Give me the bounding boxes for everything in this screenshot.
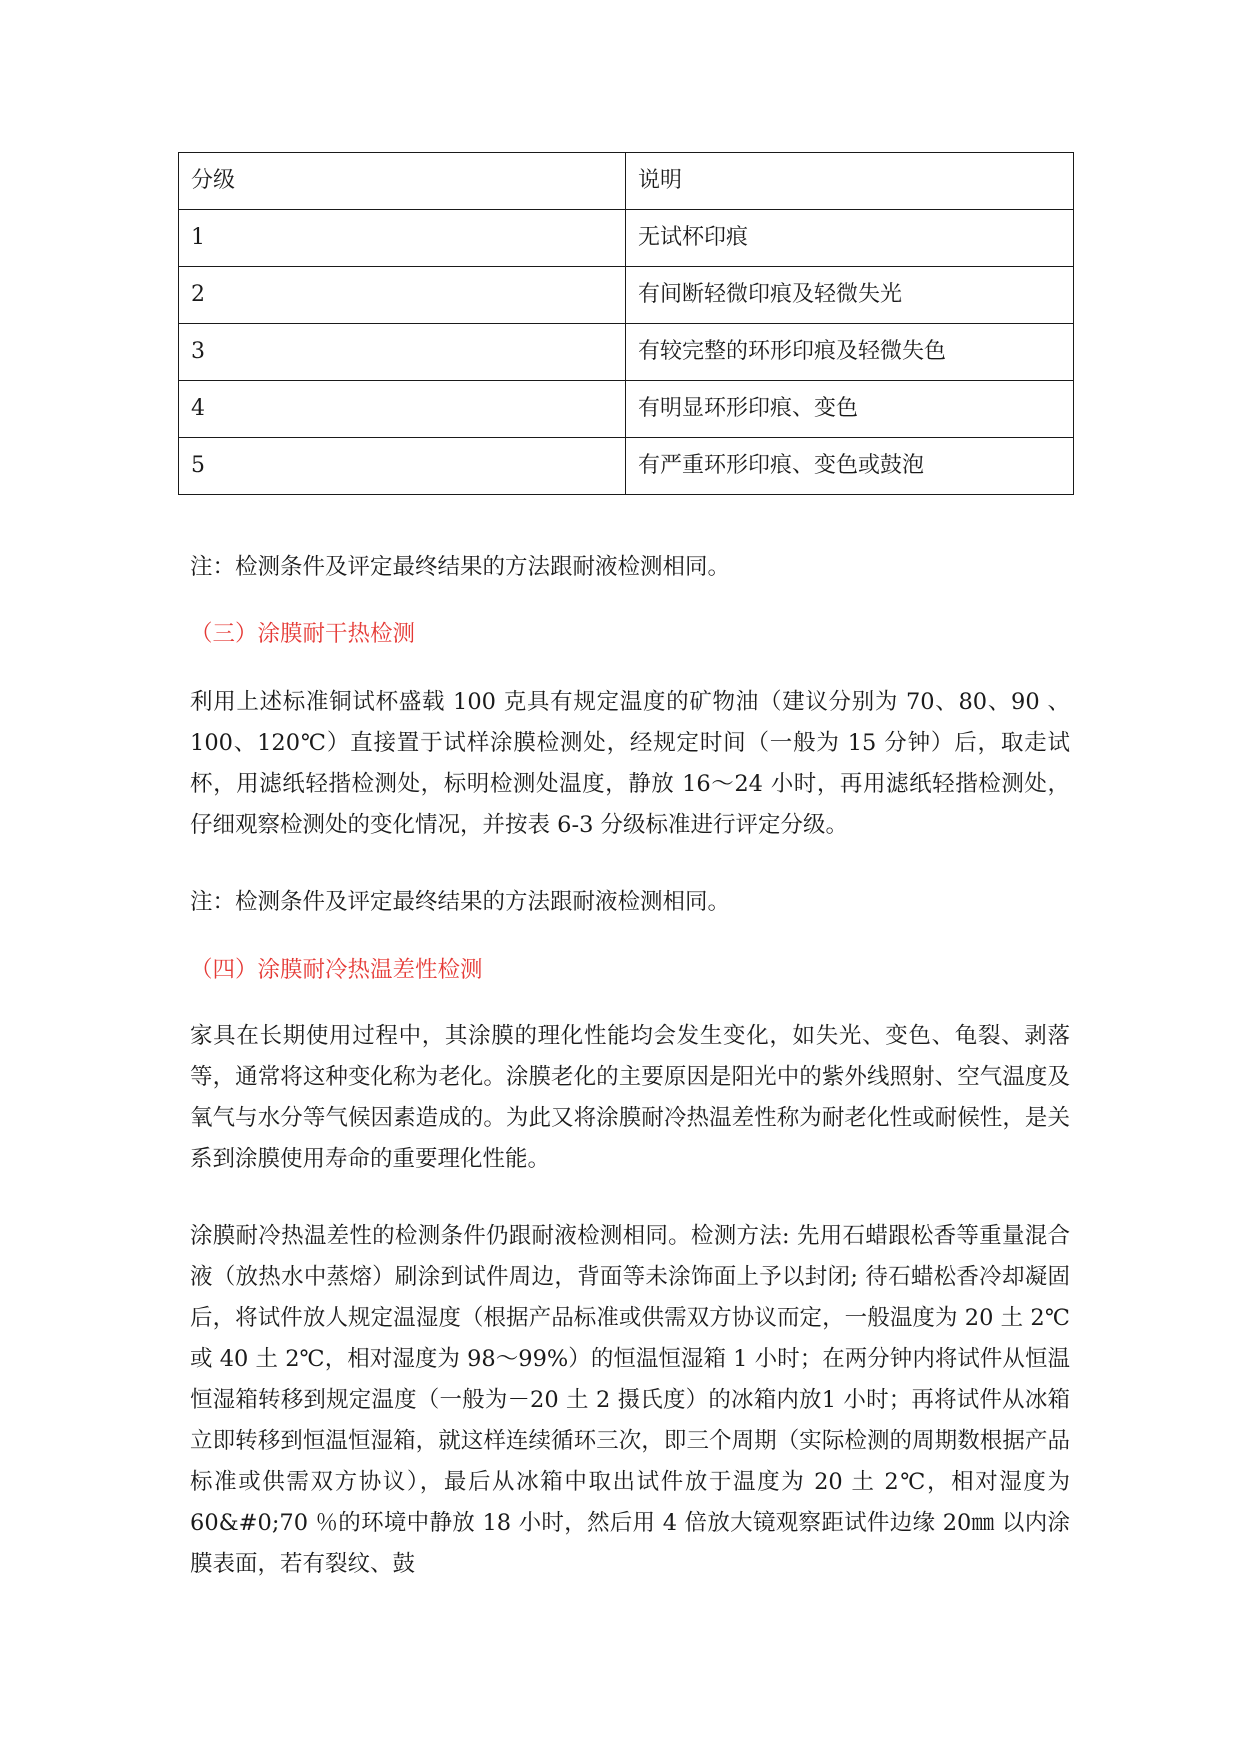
section-heading-dry-heat: （三）涂膜耐干热检测	[190, 621, 416, 647]
section-heading-temperature-difference: （四）涂膜耐冷热温差性检测	[190, 957, 483, 983]
table-cell-grade: 3	[179, 324, 626, 381]
table-cell-description: 无试杯印痕	[626, 210, 1074, 267]
body-paragraph-dry-heat: 利用上述标准铜试杯盛载 100 克具有规定温度的矿物油（建议分别为 70、80、90 、100、120℃）直接置于试样涂膜检测处，经规定时间（一般为 15 分钟）后，取走试杯，用滤纸轻揩检测处，标明检测处温度，静放 16～24 小时，再用滤纸轻揩检测处，仔细观察检测处的变化情况，并按表 6-3 分级标准进行评定分级。	[190, 689, 1070, 838]
note-paragraph: 注：检测条件及评定最终结果的方法跟耐液检测相同。	[190, 889, 731, 915]
note-paragraph: 注：检测条件及评定最终结果的方法跟耐液检测相同。	[190, 554, 731, 580]
table-header-grade: 分级	[179, 153, 626, 210]
body-paragraph-test-method: 涂膜耐冷热温差性的检测条件仍跟耐液检测相同。检测方法: 先用石蜡跟松香等重量混合液（放热水中蒸熔）刷涂到试件周边，背面等未涂饰面上予以封闭; 待石蜡松香冷却凝固后，将试件放人规定温湿度（根据产品标准或供需双方协议而定，一般温度为 20 土 2℃或 40 土 2℃，相对湿度为 98～99%）的恒温恒湿箱 1 小时；在两分钟内将试件从恒温恒湿箱转移到规定温度（一般为－20 土 2 摄氏度）的冰箱内放1 小时；再将试件从冰箱立即转移到恒温恒湿箱，就这样连续循环三次，即三个周期（实际检测的周期数根据产品标准或供需双方协议），最后从冰箱中取出试件放于温度为 20 土 2℃，相对湿度为 60&#0;70 ％的环境中静放 18 小时，然后用 4 倍放大镜观察距试件边缘 20㎜ 以内涂膜表面，若有裂纹、鼓	[190, 1223, 1070, 1577]
table-cell-grade: 1	[179, 210, 626, 267]
table-cell-grade: 2	[179, 267, 626, 324]
table-cell-description: 有明显环形印痕、变色	[626, 381, 1074, 438]
table-row	[179, 210, 1074, 267]
table-cell-grade: 5	[179, 438, 626, 495]
body-paragraph-aging: 家具在长期使用过程中，其涂膜的理化性能均会发生变化，如失光、变色、龟裂、剥落等，通常将这种变化称为老化。涂膜老化的主要原因是阳光中的紫外线照射、空气温度及氧气与水分等气候因素造成的。为此又将涂膜耐冷热温差性称为耐老化性或耐候性，是关系到涂膜使用寿命的重要理化性能。	[190, 1023, 1070, 1172]
grading-table	[178, 152, 1074, 495]
table-row	[179, 267, 1074, 324]
table-cell-description: 有较完整的环形印痕及轻微失色	[626, 324, 1074, 381]
table-cell-description: 有间断轻微印痕及轻微失光	[626, 267, 1074, 324]
table-header-description: 说明	[626, 153, 1074, 210]
table-row	[179, 438, 1074, 495]
table-cell-grade: 4	[179, 381, 626, 438]
table-row	[179, 324, 1074, 381]
table-row	[179, 381, 1074, 438]
table-header-row	[179, 153, 1074, 210]
table-cell-description: 有严重环形印痕、变色或鼓泡	[626, 438, 1074, 495]
